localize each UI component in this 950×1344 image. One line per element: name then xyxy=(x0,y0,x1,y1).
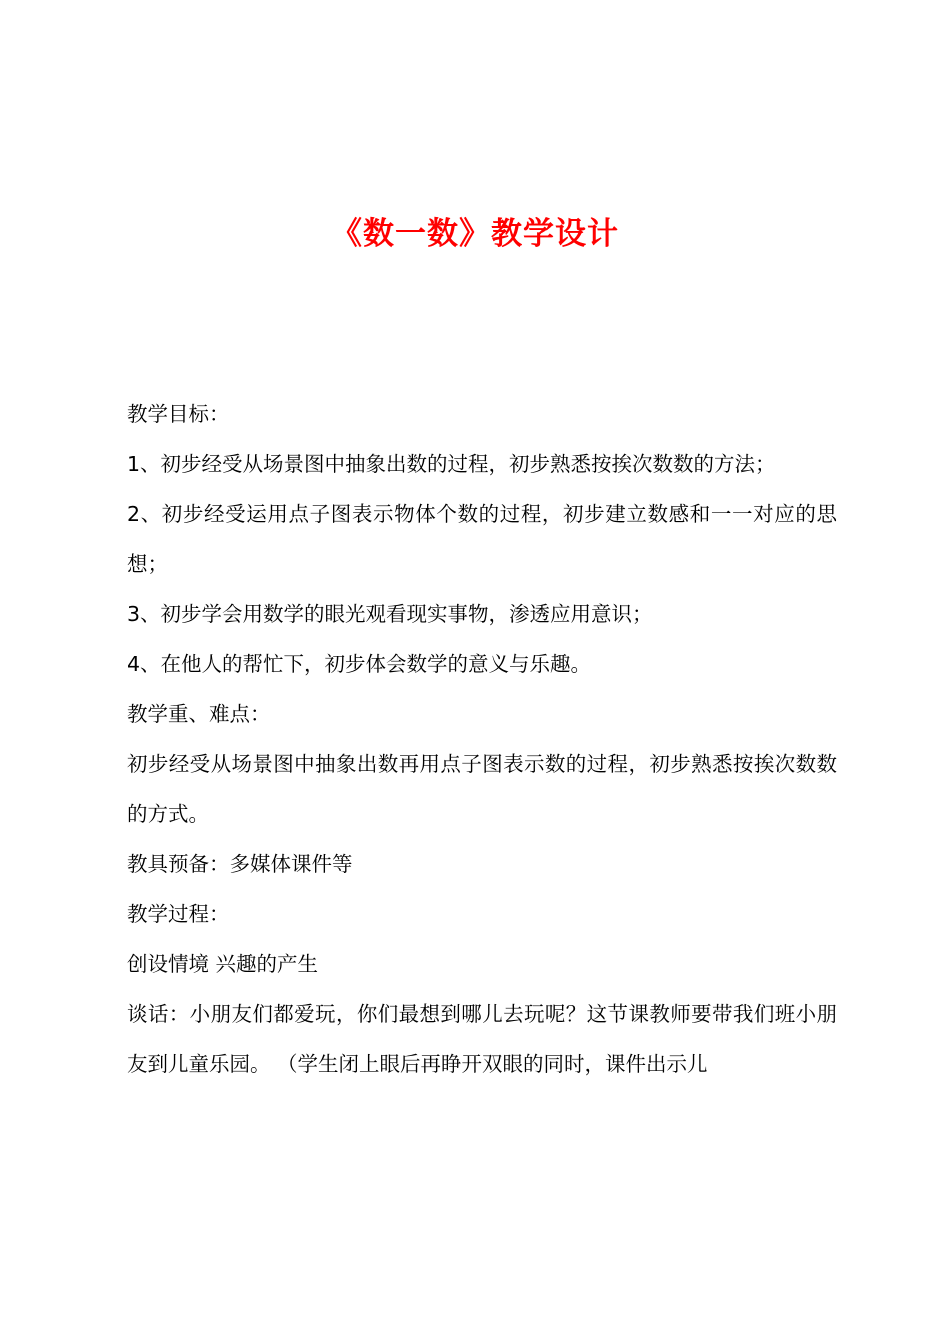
key-points-text: 初步经受从场景图中抽象出数再用点子图表示数的过程，初步熟悉按挨次数数的方式。 xyxy=(127,752,837,826)
section-heading-key-points: 教学重、难点： xyxy=(127,702,271,726)
document-body xyxy=(127,389,837,1089)
process-step-heading: 创设情境 兴趣的产生 xyxy=(127,952,319,976)
document-title: 《数一数》教学设计 xyxy=(331,216,619,252)
section-heading-process: 教学过程： xyxy=(127,902,230,926)
objective-item-2: 2、初步经受运用点子图表示物体个数的过程，初步建立数感和一一对应的思想； xyxy=(127,502,837,576)
teaching-aids-text: 教具预备：多媒体课件等 xyxy=(127,852,353,876)
objective-item-1: 1、初步经受从场景图中抽象出数的过程，初步熟悉按挨次数数的方法； xyxy=(127,452,776,476)
objective-item-4: 4、在他人的帮忙下，初步体会数学的意义与乐趣。 xyxy=(127,652,592,676)
section-heading-objectives: 教学目标： xyxy=(127,402,230,426)
objective-item-3: 3、初步学会用数学的眼光观看现实事物，渗透应用意识； xyxy=(127,602,653,626)
process-dialogue-text: 谈话：小朋友们都爱玩，你们最想到哪儿去玩呢？这节课教师要带我们班小朋友到儿童乐园。 （学生闭上眼后再睁开双眼的同时，课件出示儿 xyxy=(127,1002,837,1076)
